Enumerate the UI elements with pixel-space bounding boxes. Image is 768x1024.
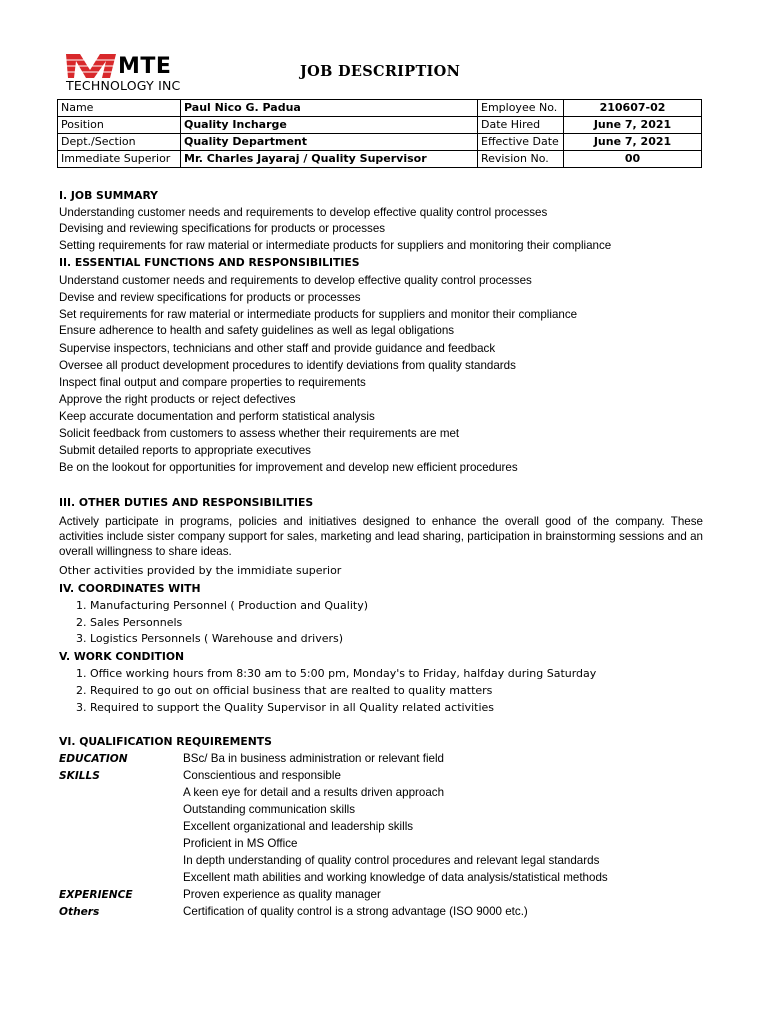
info-label: Name — [58, 100, 181, 117]
employee-info-table — [57, 99, 702, 168]
skill-item: Excellent math abilities and working knowledge of data analysis/statistical methods — [183, 871, 608, 884]
info-label: Employee No. — [478, 100, 564, 117]
list-item: Be on the lookout for opportunities for improvement and develop new efficient procedures — [59, 461, 518, 474]
section-heading-work-condition: V. WORK CONDITION — [59, 650, 185, 663]
skill-item: Outstanding communication skills — [183, 803, 356, 816]
list-item: Understand customer needs and requirements to develop effective quality control processes — [59, 274, 532, 287]
experience-label: EXPERIENCE — [59, 889, 133, 901]
other-duties-paragraph: Actively participate in programs, policies and initiatives designed to enhance the overall good of the company. These activities include sister company support for sales, marketing and lead sharing, participation in brainstorming sessions and an overall willingness to share ideas. — [59, 515, 703, 558]
list-item: Solicit feedback from customers to assess whether their requirements are met — [59, 427, 460, 440]
company-logo — [66, 52, 196, 98]
list-item: 2. Required to go out on official business that are realted to quality matters — [76, 684, 493, 697]
section-heading-coordinates: IV. COORDINATES WITH — [59, 582, 201, 595]
list-item: Set requirements for raw material or intermediate products for suppliers and monitor their compliance — [59, 308, 578, 321]
info-value: Quality Incharge — [181, 117, 478, 134]
info-value: Quality Department — [181, 134, 478, 151]
document-title: JOB DESCRIPTION — [300, 63, 461, 80]
info-value: Mr. Charles Jayaraj / Quality Supervisor — [181, 151, 478, 168]
list-item: Submit detailed reports to appropriate executives — [59, 444, 311, 457]
logo-name: MTE — [118, 54, 172, 79]
skill-item: Proficient in MS Office — [183, 837, 298, 850]
info-value: 00 — [564, 151, 702, 168]
list-item: Devising and reviewing specifications for products or processes — [59, 222, 386, 235]
info-label: Date Hired — [478, 117, 564, 134]
education-value: BSc/ Ba in business administration or relevant field — [183, 752, 444, 765]
info-value: June 7, 2021 — [564, 117, 702, 134]
list-item: 3. Logistics Personnels ( Warehouse and drivers) — [76, 632, 344, 645]
table-row — [58, 134, 702, 151]
list-item: 1. Manufacturing Personnel ( Production and Quality) — [76, 599, 368, 612]
table-row — [58, 117, 702, 134]
list-item: Devise and review specifications for products or processes — [59, 291, 361, 304]
info-label: Dept./Section — [58, 134, 181, 151]
list-item: Understanding customer needs and requirements to develop effective quality control processes — [59, 206, 548, 219]
logo-subtitle: TECHNOLOGY INC — [66, 78, 181, 93]
list-item: 3. Required to support the Quality Supervisor in all Quality related activities — [76, 701, 495, 714]
skills-label: SKILLS — [59, 770, 100, 782]
list-item: 1. Office working hours from 8:30 am to 5:00 pm, Monday's to Friday, halfday during Saturday — [76, 667, 597, 680]
info-label: Revision No. — [478, 151, 564, 168]
list-item: Approve the right products or reject defectives — [59, 393, 296, 406]
education-label: EDUCATION — [59, 753, 128, 765]
others-value: Certification of quality control is a strong advantage (ISO 9000 etc.) — [183, 905, 528, 918]
section-heading-qualifications: VI. QUALIFICATION REQUIREMENTS — [59, 735, 272, 748]
info-value: June 7, 2021 — [564, 134, 702, 151]
list-item: Ensure adherence to health and safety guidelines as well as legal obligations — [59, 324, 455, 337]
info-label: Effective Date — [478, 134, 564, 151]
others-label: Others — [59, 906, 100, 918]
skill-item: In depth understanding of quality control procedures and relevant legal standards — [183, 854, 600, 867]
section-heading-other-duties: III. OTHER DUTIES AND RESPONSIBILITIES — [59, 496, 314, 509]
info-value: Paul Nico G. Padua — [181, 100, 478, 117]
info-label: Position — [58, 117, 181, 134]
skill-item: Conscientious and responsible — [183, 769, 341, 782]
section-heading-essential-functions: II. ESSENTIAL FUNCTIONS AND RESPONSIBILITIES — [59, 256, 360, 269]
info-value: 210607-02 — [564, 100, 702, 117]
other-duties-note: Other activities provided by the immidiate superior — [59, 564, 342, 577]
table-row — [58, 151, 702, 168]
table-row — [58, 100, 702, 117]
skill-item: A keen eye for detail and a results driven approach — [183, 786, 445, 799]
skill-item: Excellent organizational and leadership skills — [183, 820, 414, 833]
experience-value: Proven experience as quality manager — [183, 888, 381, 901]
logo-mark-icon — [66, 52, 120, 80]
list-item: 2. Sales Personnels — [76, 616, 183, 629]
list-item: Supervise inspectors, technicians and other staff and provide guidance and feedback — [59, 342, 496, 355]
info-label: Immediate Superior — [58, 151, 181, 168]
list-item: Setting requirements for raw material or intermediate products for suppliers and monitoring their compliance — [59, 239, 612, 252]
section-heading-job-summary: I. JOB SUMMARY — [59, 189, 158, 202]
list-item: Oversee all product development procedures to identify deviations from quality standards — [59, 359, 516, 372]
list-item: Keep accurate documentation and perform statistical analysis — [59, 410, 375, 423]
list-item: Inspect final output and compare properties to requirements — [59, 376, 366, 389]
